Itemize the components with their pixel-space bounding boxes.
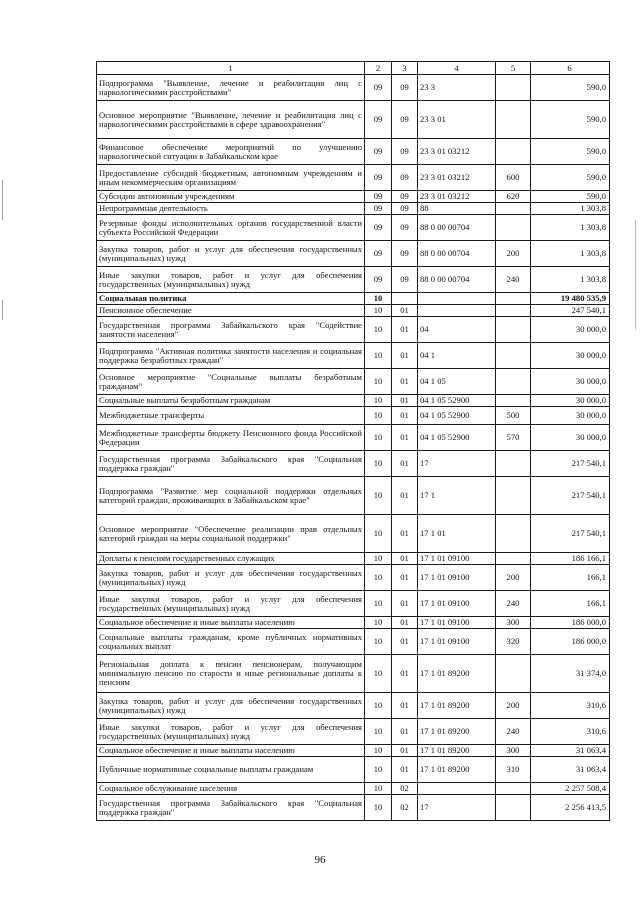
subsection-code-cell: 01	[392, 477, 418, 515]
table-row	[97, 591, 610, 617]
target-article-cell: 17 1 01 89200	[418, 693, 496, 719]
expense-type-cell: 300	[496, 617, 531, 629]
table-row	[97, 139, 610, 165]
section-code-cell: 10	[365, 369, 392, 395]
subsection-code-cell: 01	[392, 407, 418, 425]
table-row	[97, 719, 610, 745]
section-code-cell: 09	[365, 165, 392, 191]
subsection-code-cell: 09	[392, 75, 418, 101]
header-cell: 4	[418, 62, 496, 75]
amount-cell: 590,0	[531, 75, 610, 101]
target-article-cell: 23 3 01 03212	[418, 165, 496, 191]
expense-type-cell	[496, 783, 531, 795]
section-code-cell: 10	[365, 719, 392, 745]
target-article-cell: 17 1 01 89200	[418, 719, 496, 745]
amount-cell: 2 257 508,4	[531, 783, 610, 795]
subsection-code-cell: 09	[392, 241, 418, 267]
table-row	[97, 191, 610, 203]
expense-type-cell: 620	[496, 191, 531, 203]
table-row	[97, 305, 610, 317]
amount-cell: 247 540,1	[531, 305, 610, 317]
expense-type-cell: 240	[496, 267, 531, 293]
section-code-cell: 09	[365, 191, 392, 203]
section-code-cell: 10	[365, 305, 392, 317]
expense-type-cell: 570	[496, 425, 531, 451]
table-row	[97, 241, 610, 267]
header-cell: 2	[365, 62, 392, 75]
item-name-cell: Непрограммная деятельность	[97, 203, 365, 215]
item-name-cell: Основное мероприятие "Обеспечение реализации прав отдельных категорий граждан на меры социальной поддержки"	[97, 515, 365, 553]
item-name-cell: Подпрограмма "Развитие мер социальной поддержки отдельных категорий граждан, проживающих в Забайкальском крае"	[97, 477, 365, 515]
target-article-cell: 04 1	[418, 343, 496, 369]
subsection-code-cell: 01	[392, 719, 418, 745]
target-article-cell	[418, 305, 496, 317]
amount-cell: 310,6	[531, 693, 610, 719]
item-name-cell: Субсидии автономным учреждениям	[97, 191, 365, 203]
item-name-cell: Социальное обеспечение и иные выплаты населению	[97, 617, 365, 629]
item-name-cell: Финансовое обеспечение мероприятий по улучшению наркологической ситуации в Забайкальском крае	[97, 139, 365, 165]
amount-cell: 30 000,0	[531, 317, 610, 343]
subsection-code-cell: 01	[392, 369, 418, 395]
expense-type-cell: 300	[496, 745, 531, 757]
item-name-cell: Государственная программа Забайкальского края "Социальная поддержка граждан"	[97, 451, 365, 477]
section-code-cell: 10	[365, 343, 392, 369]
section-code-cell: 10	[365, 617, 392, 629]
amount-cell: 590,0	[531, 139, 610, 165]
target-article-cell: 17 1 01	[418, 515, 496, 553]
table-row	[97, 693, 610, 719]
table-row	[97, 477, 610, 515]
amount-cell: 590,0	[531, 165, 610, 191]
section-code-cell: 10	[365, 655, 392, 693]
section-code-cell: 10	[365, 425, 392, 451]
target-article-cell: 04 1 05 52900	[418, 407, 496, 425]
expense-type-cell	[496, 795, 531, 821]
subsection-code-cell: 01	[392, 395, 418, 407]
amount-cell: 30 000,0	[531, 407, 610, 425]
expense-type-cell	[496, 451, 531, 477]
item-name-cell: Иные закупки товаров, работ и услуг для обеспечения государственных (муниципальных) нужд	[97, 267, 365, 293]
section-code-cell: 10	[365, 553, 392, 565]
subsection-code-cell: 01	[392, 451, 418, 477]
subsection-code-cell: 01	[392, 693, 418, 719]
section-code-cell: 09	[365, 241, 392, 267]
subsection-code-cell: 01	[392, 515, 418, 553]
table-row	[97, 783, 610, 795]
expense-type-cell	[496, 101, 531, 139]
section-code-cell: 10	[365, 783, 392, 795]
amount-cell: 217 540,1	[531, 451, 610, 477]
subsection-code-cell: 01	[392, 757, 418, 783]
target-article-cell: 17 1 01 09100	[418, 553, 496, 565]
amount-cell: 30 000,0	[531, 425, 610, 451]
table-row	[97, 425, 610, 451]
expense-type-cell: 320	[496, 629, 531, 655]
section-code-cell: 10	[365, 515, 392, 553]
table-row	[97, 655, 610, 693]
expense-type-cell	[496, 203, 531, 215]
amount-cell: 31 063,4	[531, 757, 610, 783]
table-row	[97, 553, 610, 565]
amount-cell: 30 000,0	[531, 343, 610, 369]
item-name-cell: Основное мероприятие "Социальные выплаты безработным гражданам"	[97, 369, 365, 395]
target-article-cell	[418, 293, 496, 305]
amount-cell: 1 303,8	[531, 241, 610, 267]
item-name-cell: Доплаты к пенсиям государственных служащих	[97, 553, 365, 565]
subsection-code-cell: 01	[392, 565, 418, 591]
table-row	[97, 101, 610, 139]
amount-cell: 590,0	[531, 101, 610, 139]
target-article-cell: 23 3 01 03212	[418, 191, 496, 203]
table-row	[97, 267, 610, 293]
scan-edge-line	[635, 220, 636, 330]
target-article-cell: 23 3 01	[418, 101, 496, 139]
expense-type-cell	[496, 293, 531, 305]
section-code-cell: 10	[365, 293, 392, 305]
item-name-cell: Закупка товаров, работ и услуг для обеспечения государственных (муниципальных) нужд	[97, 565, 365, 591]
expense-type-cell	[496, 343, 531, 369]
subsection-code-cell: 01	[392, 553, 418, 565]
amount-cell: 186 000,0	[531, 629, 610, 655]
subsection-code-cell: 01	[392, 305, 418, 317]
expense-type-cell	[496, 395, 531, 407]
subsection-code-cell: 01	[392, 343, 418, 369]
section-code-cell: 09	[365, 215, 392, 241]
section-code-cell: 10	[365, 629, 392, 655]
item-name-cell: Государственная программа Забайкальского края "Социальная поддержка граждан"	[97, 795, 365, 821]
item-name-cell: Подпрограмма "Активная политика занятости населения и социальная поддержка безработных граждан"	[97, 343, 365, 369]
target-article-cell: 04 1 05 52900	[418, 425, 496, 451]
subsection-code-cell: 01	[392, 745, 418, 757]
expense-type-cell	[496, 75, 531, 101]
subsection-code-cell: 09	[392, 191, 418, 203]
expense-type-cell	[496, 477, 531, 515]
section-code-cell: 10	[365, 591, 392, 617]
item-name-cell: Резервные фонды исполнительных органов государственной власти субъекта Российской Федерации	[97, 215, 365, 241]
subsection-code-cell: 01	[392, 591, 418, 617]
table-row	[97, 369, 610, 395]
amount-cell: 30 000,0	[531, 395, 610, 407]
scan-margin-mark	[2, 300, 3, 320]
section-code-cell: 09	[365, 267, 392, 293]
section-code-cell: 10	[365, 407, 392, 425]
subsection-code-cell: 01	[392, 655, 418, 693]
expense-type-cell: 500	[496, 407, 531, 425]
expense-type-cell	[496, 139, 531, 165]
section-code-cell: 10	[365, 745, 392, 757]
target-article-cell: 17 1 01 89200	[418, 757, 496, 783]
target-article-cell: 17 1	[418, 477, 496, 515]
item-name-cell: Социальное обеспечение и иные выплаты населению	[97, 745, 365, 757]
target-article-cell: 17 1 01 09100	[418, 629, 496, 655]
subsection-code-cell: 01	[392, 629, 418, 655]
amount-cell: 590,0	[531, 191, 610, 203]
target-article-cell: 17 1 01 09100	[418, 617, 496, 629]
subsection-code-cell: 01	[392, 425, 418, 451]
target-article-cell	[418, 783, 496, 795]
expense-type-cell: 600	[496, 165, 531, 191]
item-name-cell: Предоставление субсидий бюджетным, автономным учреждениям и иным некоммерческим организациям	[97, 165, 365, 191]
table-row	[97, 317, 610, 343]
target-article-cell: 17	[418, 451, 496, 477]
subsection-code-cell	[392, 293, 418, 305]
section-code-cell: 10	[365, 477, 392, 515]
table-row	[97, 407, 610, 425]
table-row	[97, 395, 610, 407]
table-row	[97, 293, 610, 305]
item-name-cell: Пенсионное обеспечение	[97, 305, 365, 317]
section-code-cell: 10	[365, 795, 392, 821]
target-article-cell: 88 0 00 00704	[418, 215, 496, 241]
section-code-cell: 10	[365, 395, 392, 407]
subsection-code-cell: 09	[392, 203, 418, 215]
table-row	[97, 565, 610, 591]
section-code-cell: 09	[365, 101, 392, 139]
item-name-cell: Публичные нормативные социальные выплаты гражданам	[97, 757, 365, 783]
amount-cell: 310,6	[531, 719, 610, 745]
expense-type-cell	[496, 515, 531, 553]
target-article-cell: 88 0 00 00704	[418, 267, 496, 293]
subsection-code-cell: 09	[392, 267, 418, 293]
item-name-cell: Социальное обслуживание населения	[97, 783, 365, 795]
expense-type-cell	[496, 317, 531, 343]
target-article-cell: 88	[418, 203, 496, 215]
section-code-cell: 10	[365, 565, 392, 591]
expense-type-cell: 310	[496, 757, 531, 783]
amount-cell: 217 540,1	[531, 515, 610, 553]
section-code-cell: 10	[365, 451, 392, 477]
budget-table	[96, 61, 610, 821]
target-article-cell: 17 1 01 89200	[418, 655, 496, 693]
expense-type-cell	[496, 305, 531, 317]
subsection-code-cell: 09	[392, 101, 418, 139]
subsection-code-cell: 02	[392, 783, 418, 795]
target-article-cell: 88 0 00 00704	[418, 241, 496, 267]
subsection-code-cell: 02	[392, 795, 418, 821]
amount-cell: 186 166,1	[531, 553, 610, 565]
item-name-cell: Иные закупки товаров, работ и услуг для обеспечения государственных (муниципальных) нужд	[97, 591, 365, 617]
section-code-cell: 10	[365, 693, 392, 719]
item-name-cell: Закупка товаров, работ и услуг для обеспечения государственных (муниципальных) нужд	[97, 693, 365, 719]
target-article-cell: 17 1 01 09100	[418, 591, 496, 617]
page-number: 96	[314, 854, 326, 866]
table-row	[97, 343, 610, 369]
amount-cell: 2 256 413,5	[531, 795, 610, 821]
amount-cell: 166,1	[531, 591, 610, 617]
expense-type-cell: 200	[496, 565, 531, 591]
item-name-cell: Социальная политика	[97, 293, 365, 305]
item-name-cell: Основное мероприятие "Выявление, лечение и реабилитация лиц с наркологическими расстройствами в сфере здравоохранения"	[97, 101, 365, 139]
table-body	[97, 75, 610, 821]
expense-type-cell: 200	[496, 693, 531, 719]
section-code-cell: 10	[365, 317, 392, 343]
amount-cell: 31 374,0	[531, 655, 610, 693]
subsection-code-cell: 09	[392, 215, 418, 241]
target-article-cell: 04	[418, 317, 496, 343]
expense-type-cell: 240	[496, 719, 531, 745]
table-row	[97, 795, 610, 821]
target-article-cell: 17	[418, 795, 496, 821]
section-code-cell: 09	[365, 203, 392, 215]
subsection-code-cell: 01	[392, 317, 418, 343]
amount-cell: 217 540,1	[531, 477, 610, 515]
target-article-cell: 23 3	[418, 75, 496, 101]
expense-type-cell	[496, 369, 531, 395]
header-cell: 6	[531, 62, 610, 75]
amount-cell: 1 303,8	[531, 215, 610, 241]
table-row	[97, 617, 610, 629]
header-cell: 3	[392, 62, 418, 75]
table-row	[97, 165, 610, 191]
header-cell: 1	[97, 62, 365, 75]
table-row	[97, 75, 610, 101]
section-code-cell: 10	[365, 757, 392, 783]
target-article-cell: 04 1 05 52900	[418, 395, 496, 407]
amount-cell: 30 000,0	[531, 369, 610, 395]
target-article-cell: 04 1 05	[418, 369, 496, 395]
table-row	[97, 451, 610, 477]
item-name-cell: Иные закупки товаров, работ и услуг для обеспечения государственных (муниципальных) нужд	[97, 719, 365, 745]
expense-type-cell	[496, 655, 531, 693]
expense-type-cell: 200	[496, 241, 531, 267]
subsection-code-cell: 09	[392, 139, 418, 165]
item-name-cell: Подпрограмма "Выявление, лечение и реабилитация лиц с наркологическими расстройствами"	[97, 75, 365, 101]
item-name-cell: Социальные выплаты безработным гражданам	[97, 395, 365, 407]
section-code-cell: 09	[365, 75, 392, 101]
table-row	[97, 515, 610, 553]
table-row	[97, 203, 610, 215]
expense-type-cell	[496, 215, 531, 241]
item-name-cell: Государственная программа Забайкальского края "Содействие занятости населения"	[97, 317, 365, 343]
amount-cell: 186 000,0	[531, 617, 610, 629]
table-row	[97, 629, 610, 655]
table-row	[97, 215, 610, 241]
amount-cell: 166,1	[531, 565, 610, 591]
item-name-cell: Региональная доплата к пенсии пенсионерам, получающим минимальную пенсию по старости и иные региональные доплаты к пенсиям	[97, 655, 365, 693]
subsection-code-cell: 09	[392, 165, 418, 191]
amount-cell: 1 303,8	[531, 267, 610, 293]
amount-cell: 19 480 535,9	[531, 293, 610, 305]
item-name-cell: Межбюджетные трансферты бюджету Пенсионного фонда Российской Федерации	[97, 425, 365, 451]
amount-cell: 1 303,8	[531, 203, 610, 215]
expense-type-cell	[496, 553, 531, 565]
subsection-code-cell: 01	[392, 617, 418, 629]
amount-cell: 31 063,4	[531, 745, 610, 757]
item-name-cell: Закупка товаров, работ и услуг для обеспечения государственных (муниципальных) нужд	[97, 241, 365, 267]
expense-type-cell: 240	[496, 591, 531, 617]
scan-margin-mark	[2, 180, 3, 220]
item-name-cell: Межбюджетные трансферты	[97, 407, 365, 425]
target-article-cell: 23 3 01 03212	[418, 139, 496, 165]
table-row	[97, 745, 610, 757]
header-cell: 5	[496, 62, 531, 75]
table-row	[97, 757, 610, 783]
item-name-cell: Социальные выплаты гражданам, кроме публичных нормативных социальных выплат	[97, 629, 365, 655]
target-article-cell: 17 1 01 09100	[418, 565, 496, 591]
target-article-cell: 17 1 01 89200	[418, 745, 496, 757]
table-header-row	[97, 62, 610, 75]
section-code-cell: 09	[365, 139, 392, 165]
